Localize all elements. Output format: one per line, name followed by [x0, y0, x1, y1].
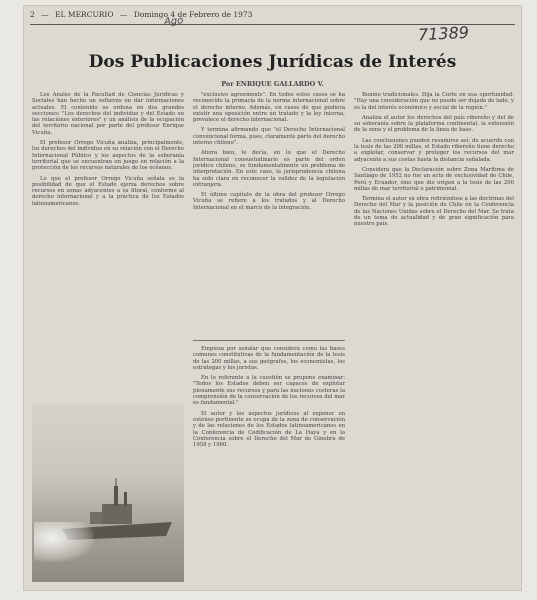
page-number: 2	[30, 10, 35, 19]
newspaper-header: 2 — EL MERCURIO — Domingo 4 de Febrero de 1973	[30, 10, 253, 19]
paragraph: Lo que el profesor Orrego Vicuña señala es la posibilidad de que el Estado ejerza derechos sobre recursos en zonas adyacentes a su litoral, conforme al derecho internacional y a la práctica de los Estados latinoamericanos.	[32, 175, 184, 207]
article-column-1	[32, 92, 184, 400]
paragraph: Ahora bien, le decía, en lo que el Derecho Internacional consuetudinario es parte del orden jurídico chileno, se fundamentalmente un problema de interpretación. En este caso, la jurisprudencia chilena ha sido clara en reconocer la validez de la legislación extranjera.	[193, 150, 345, 188]
article-column-2	[193, 92, 345, 338]
newspaper-clipping	[24, 6, 521, 590]
paragraph: El profesor Orrego Vicuña analiza, principalmente, los derechos del individuo en su relación con el Derecho Internacional Público y los aspectos de la soberanía territorial que se encuentran en juego en relación a la protección de los recursos naturales de los océanos.	[32, 140, 184, 172]
paragraph: Bonino tradicionales. Dija la Corte en esa oportunidad: "Hay una consideración que no puede ser dejada de lado, y es la del interés económico y social de la región."	[354, 92, 514, 111]
paragraph: En lo referente a la cuestión se propone examinar: "Todos los Estados deben ser capaces de explotar plenamente sus recursos y para las naciones costeras la comprensión de la conservación de los recursos del mar es fundamental."	[193, 375, 345, 407]
article-column-3	[354, 92, 514, 584]
ship-photograph	[32, 404, 184, 582]
paragraph: Y termina afirmando que "el Derecho Internacional convencional forma, pues, claramente parte del derecho interno chileno".	[193, 127, 345, 147]
paragraph: Los Anales de la Facultad de Ciencias Jurídicas y Sociales han hecho un esfuerzo en dar informaciones actuales. El contenido se ordena en dos grandes secciones: "Los derechos del individuo y del Estado en las relaciones exteriores" y un análisis de la ocupación del territorio nacional por parte del profesor Enrique Vicuña.	[32, 92, 184, 136]
paragraph: Considera que la Declaración sobre Zona Marítima de Santiago de 1952 no fue un acto de exclusividad de Chile, Perú y Ecuador, sino que dio origen a la tesis de las 200 millas de mar territorial o patrimonial.	[354, 166, 514, 192]
paragraph: Termina el autor su obra refiriéndose a las doctrinas del Derecho del Mar y la posición de Chile en la Conferencia de las Naciones Unidas sobre el Derecho del Mar. Se trata de un tema de actualidad y de gran significación para nuestro país.	[354, 196, 514, 228]
photo-glare	[34, 522, 94, 562]
publication-date: Domingo 4 de Febrero de 1973	[133, 10, 253, 19]
paragraph: "exclusive agreements". En todos estos casos se ha reconocido la primacía de la norma internacional sobre el derecho interno. Además, en casos de que pudiera existir una oposición entre un tratado y la ley interna, prevalece el derecho internacional.	[193, 92, 345, 124]
article-title: Dos Publicaciones Jurídicas de Interés	[88, 52, 457, 72]
article-byline: Por ENRIQUE GALLARDO V.	[221, 80, 324, 88]
newspaper-name: EL MERCURIO	[55, 10, 114, 19]
paragraph: Empieza por señalar que considera como las bases comunes constitutivas de la fundamentación de la tesis de las 200 millas, a sus geógrafos, los economistas, los estrategas y los juristas.	[193, 346, 345, 371]
paragraph: El autor y los aspectos jurídicos al exponer en extenso pertinente se ocupa de la zona de conservación y de las relaciones de los Estados latinoamericanos en la Conferencia de Codificación de La Haya y en la Conferencia sobre el Derecho del Mar de Ginebra de 1958 y 1960.	[193, 410, 345, 449]
article-column-2-lower	[193, 346, 345, 586]
archive-reference-number: 71389	[417, 22, 470, 45]
paragraph: El último capítulo de la obra del profesor Orrego Vicuña se refiere a los tratados y al Derecho Internacional en el marco de la integración.	[193, 192, 345, 211]
paragraph: Las conclusiones pueden resumirse así: de acuerdo con la tesis de las 200 millas, el Estado ribereño tiene derecho a explotar, conservar y proteger los recursos del mar adyacente a sus costas hasta la distancia señalada.	[354, 137, 514, 163]
handwritten-annotation: Ago	[163, 15, 184, 28]
paragraph: Analiza el autor los derechos del país ribereño y del de su soberanía sobre la plataforma continental, la extensión de la zona y el problema de la línea de base.	[354, 114, 514, 134]
column-divider	[193, 340, 345, 341]
